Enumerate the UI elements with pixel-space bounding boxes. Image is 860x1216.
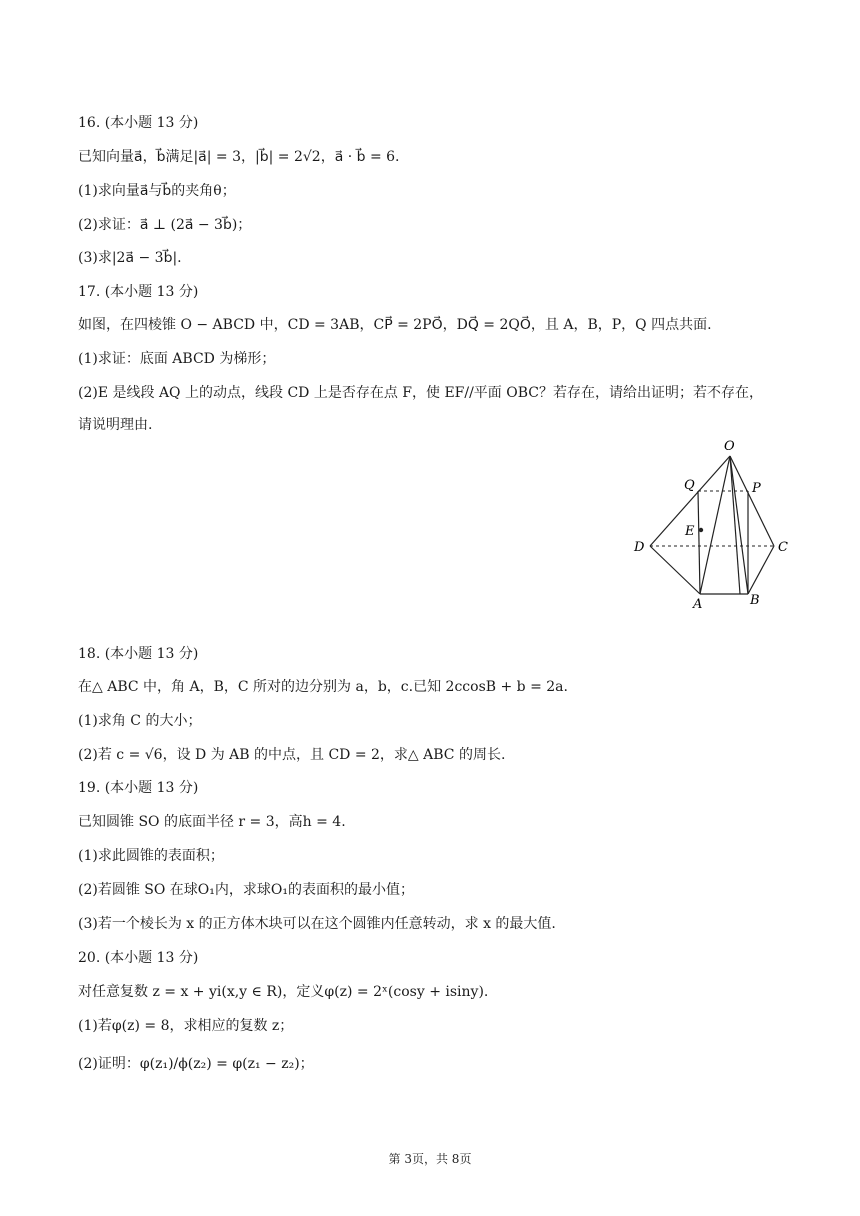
problem-18-part-2: (2)若 c = √6，设 D 为 AB 的中点，且 CD = 2，求△ ABC 的周长. xyxy=(78,747,506,763)
problem-16-header: 16. (本小题 13 分) xyxy=(78,115,199,131)
problem-20-part-1: (1)若φ(z) = 8，求相应的复数 z； xyxy=(78,1018,294,1034)
problem-17-part-2: (2)E 是线段 AQ 上的动点，线段 CD 上是否存在点 F，使 EF//平面 OBC？若存在，请给出证明；若不存在， xyxy=(78,385,763,401)
problem-18-header: 18. (本小题 13 分) xyxy=(78,646,199,662)
problem-20-statement: 对任意复数 z = x + yi(x,y ∈ R)，定义φ(z) = 2ˣ(cosy + isiny). xyxy=(78,984,489,1000)
edge-BC xyxy=(748,546,774,594)
problem-16-statement: 已知向量a⃗，b⃗满足|a⃗| = 3，|b⃗| = 2√2，a⃗ · b⃗ = 6. xyxy=(78,149,400,165)
problem-20-part-2: (2)证明：φ(z₁)/ϕ(z₂) = φ(z₁ − z₂)； xyxy=(78,1056,314,1072)
problem-17-header: 17. (本小题 13 分) xyxy=(78,284,199,300)
label-E: E xyxy=(685,524,695,539)
label-B: B xyxy=(750,593,760,608)
problem-17-part-2-cont: 请说明理由. xyxy=(78,417,153,433)
label-P: P xyxy=(752,481,761,496)
edge-OC xyxy=(730,456,774,546)
label-A: A xyxy=(693,597,703,612)
problem-18-statement: 在△ ABC 中，角 A，B，C 所对的边分别为 a，b，c.已知 2ccosB + b = 2a. xyxy=(78,679,568,695)
problem-17-statement: 如图，在四棱锥 O − ABCD 中，CD = 3AB，CP⃗ = 2PO⃗，DQ⃗ = 2QO⃗，且 A，B，P，Q 四点共面. xyxy=(78,317,712,333)
problem-18-part-1: (1)求角 C 的大小； xyxy=(78,713,202,729)
label-C: C xyxy=(778,540,788,555)
edge-OA xyxy=(700,456,730,594)
edge-DA xyxy=(650,546,700,594)
problem-20-header: 20. (本小题 13 分) xyxy=(78,950,199,966)
problem-19-header: 19. (本小题 13 分) xyxy=(78,780,199,796)
problem-19-part-2: (2)若圆锥 SO 在球O₁内，求球O₁的表面积的最小值； xyxy=(78,882,414,898)
point-E-dot xyxy=(699,528,703,532)
problem-16-part-1: (1)求向量a⃗与b⃗的夹角θ； xyxy=(78,183,236,199)
label-O: O xyxy=(724,439,735,454)
page-footer: 第 3页，共 8页 xyxy=(388,1152,472,1166)
problem-16-part-3: (3)求|2a⃗ − 3b⃗|. xyxy=(78,250,182,266)
label-Q: Q xyxy=(684,478,695,493)
problem-19-statement: 已知圆锥 SO 的底面半径 r = 3，高h = 4. xyxy=(78,814,346,830)
segment-QA xyxy=(698,491,700,594)
problem-17-part-1: (1)求证：底面 ABCD 为梯形； xyxy=(78,351,276,367)
problem-16-part-2: (2)求证：a⃗ ⊥ (2a⃗ − 3b⃗)； xyxy=(78,217,252,233)
problem-19-part-1: (1)求此圆锥的表面积； xyxy=(78,848,224,864)
label-D: D xyxy=(634,540,645,555)
problem-19-part-3: (3)若一个棱长为 x 的正方体木块可以在这个圆锥内任意转动，求 x 的最大值. xyxy=(78,916,556,932)
pyramid-figure xyxy=(628,436,798,620)
